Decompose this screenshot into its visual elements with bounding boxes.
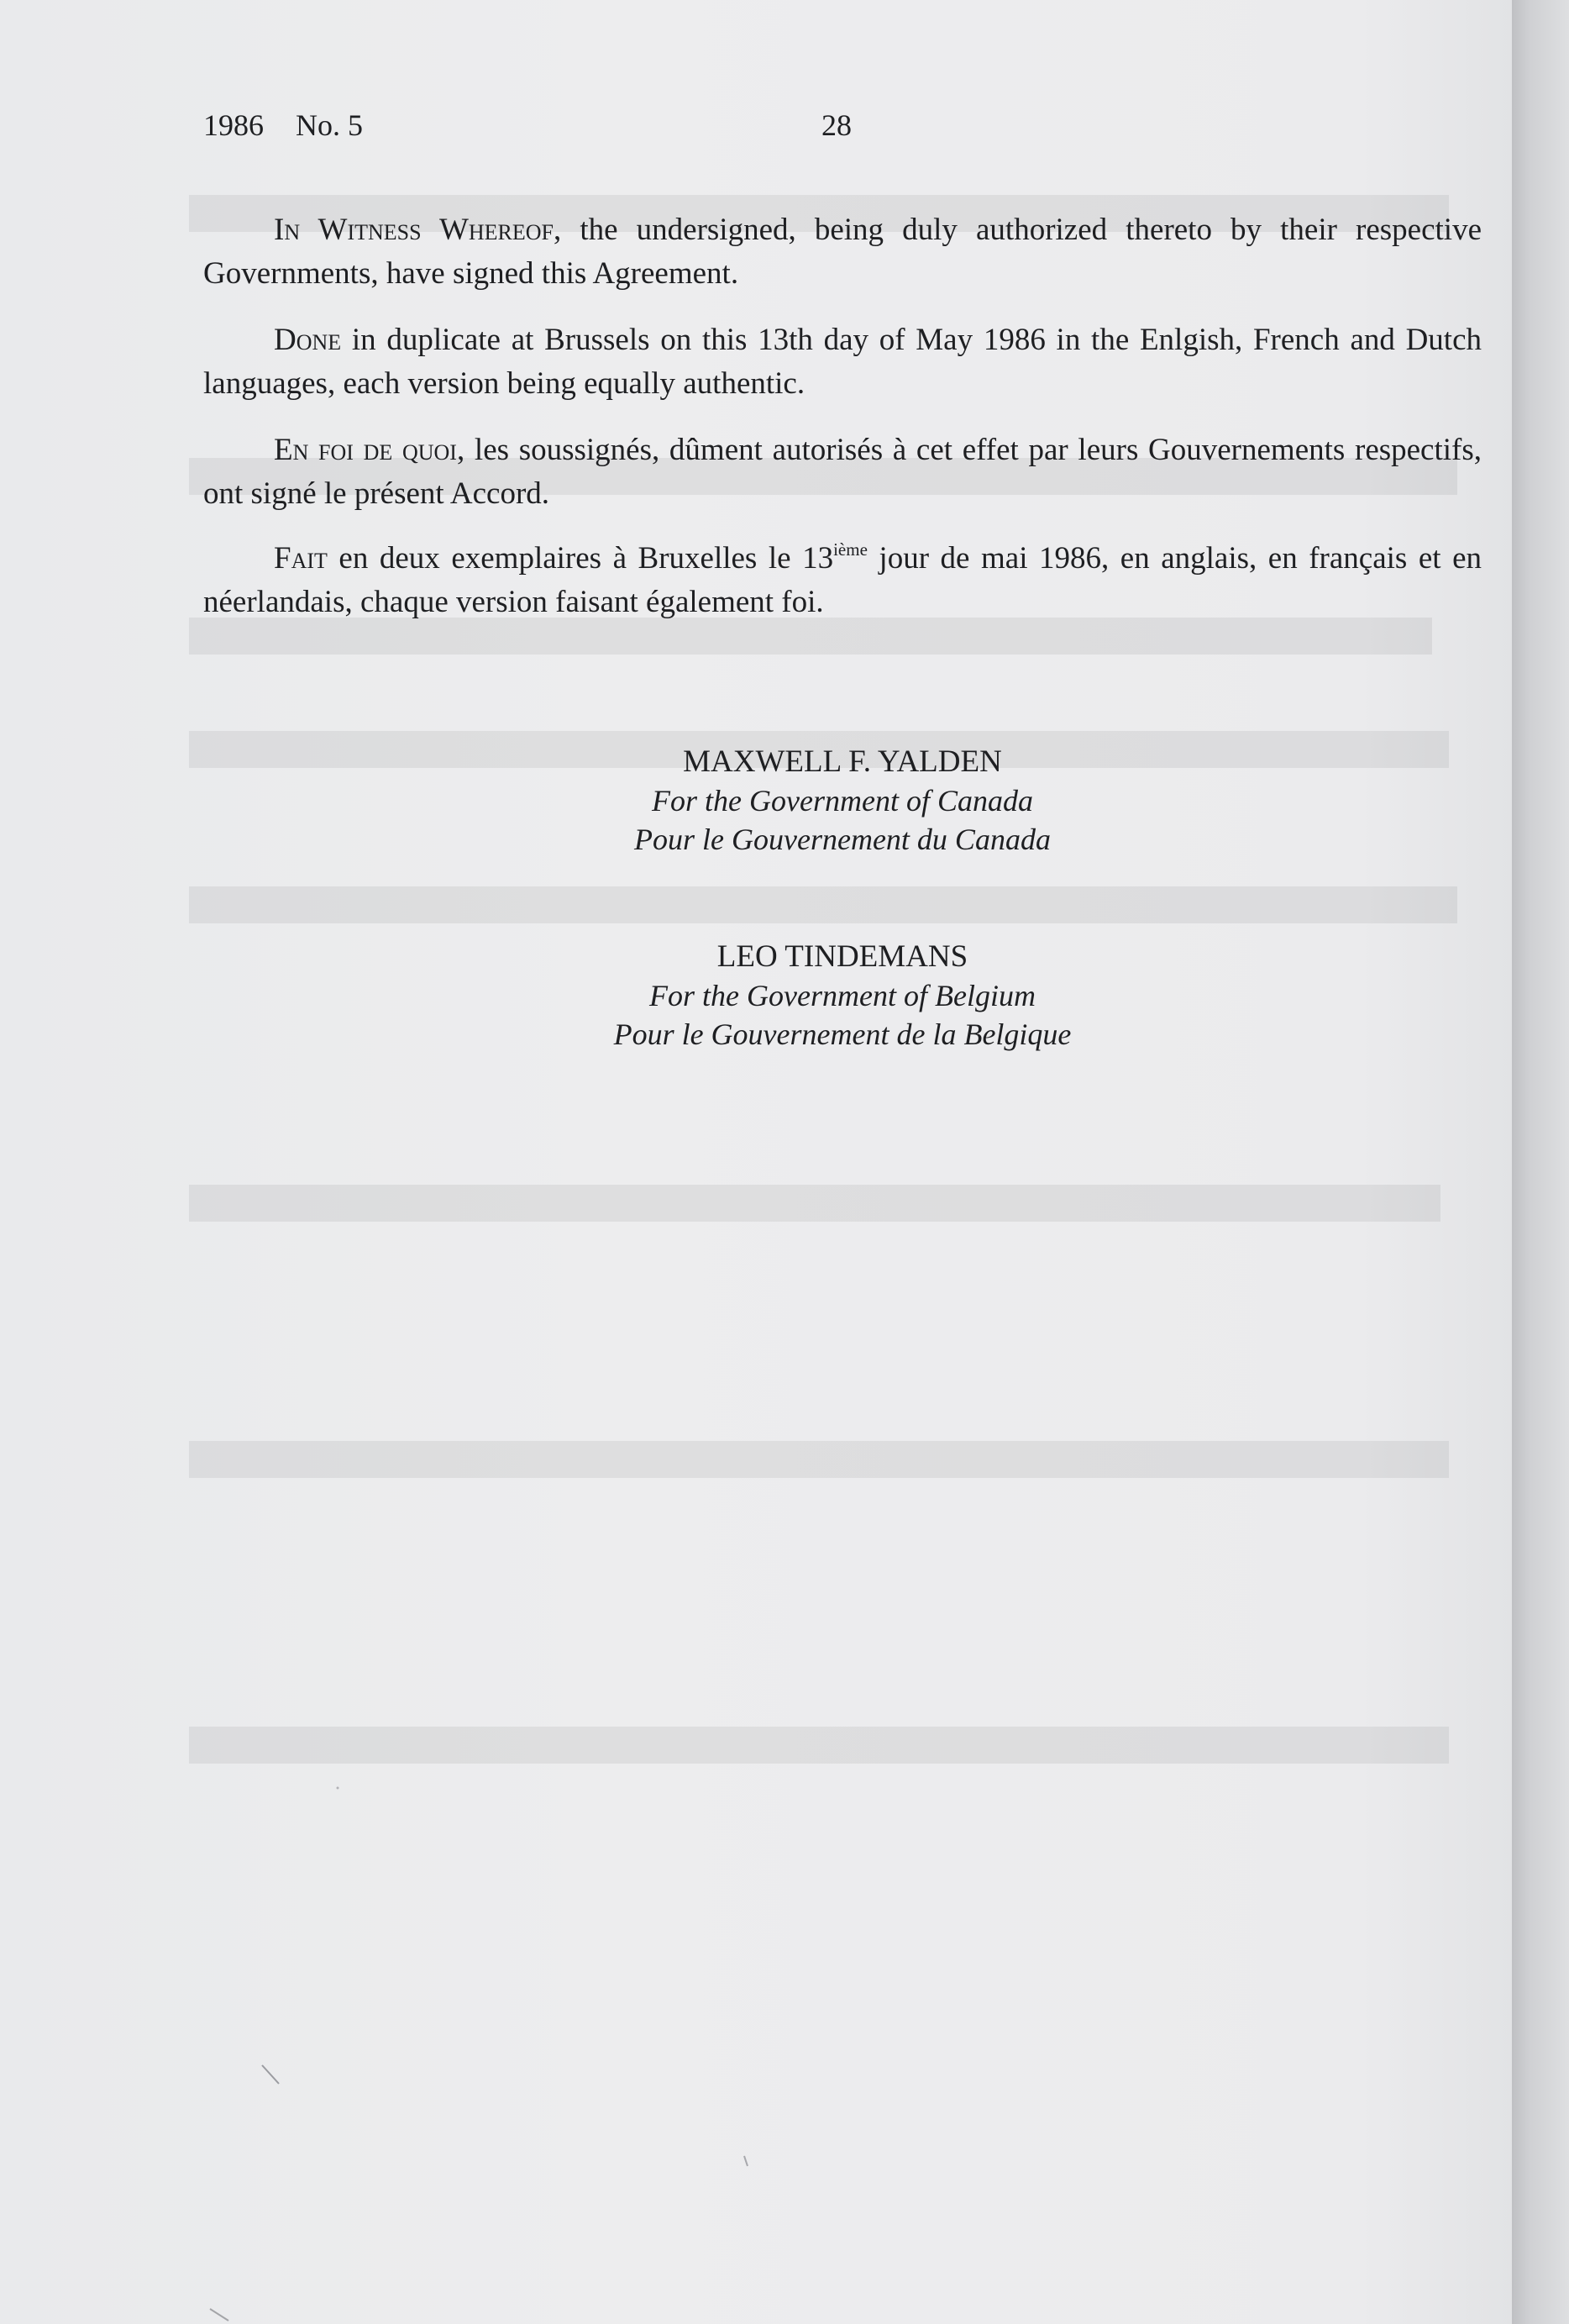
- signature-block-canada: [203, 743, 1482, 859]
- show-through-line: [189, 1185, 1440, 1222]
- paper-mark: [210, 2309, 228, 2321]
- signatory-role-fr: Pour le Gouvernement de la Belgique: [613, 1017, 1072, 1051]
- superscript-ordinal: ième: [833, 539, 868, 560]
- witness-paragraph-en: [203, 208, 1482, 296]
- paragraph-text: en deux exemplaires à Bruxelles le 13: [327, 541, 834, 576]
- paper-mark: [744, 2156, 748, 2166]
- signatory-role-fr: Pour le Gouvernement du Canada: [634, 823, 1051, 856]
- show-through-line: [189, 886, 1457, 923]
- paper-mark: [337, 1787, 339, 1790]
- show-through-line: [189, 1727, 1449, 1764]
- paragraph-text: jour de mai 1986, en anglais, en français et en néerlandais, chaque version faisant également foi.: [203, 541, 1482, 619]
- page-number: 28: [821, 108, 852, 142]
- done-paragraph-fr: [203, 537, 1482, 624]
- header-number: No. 5: [296, 108, 363, 142]
- signatory-role-en: For the Government of Canada: [652, 784, 1033, 818]
- paragraph-lead: En foi de quoi: [274, 433, 457, 467]
- page-gutter: [1512, 0, 1569, 2324]
- paragraph-lead: In Witness Whereof: [274, 213, 554, 247]
- paragraph-text: , les soussignés, dûment autorisés à cet effet par leurs Gouvernements respectifs, ont signé le présent Accord.: [203, 433, 1482, 511]
- signatory-name: LEO TINDEMANS: [716, 939, 968, 974]
- paper-mark: [262, 2065, 279, 2084]
- paragraph-text: in duplicate at Brussels on this 13th day of May 1986 in the Enlgish, French and Dutch languages, each version being equally authentic.: [203, 323, 1482, 401]
- header-year: 1986: [203, 108, 264, 142]
- paragraph-text: , the undersigned, being duly authorized thereto by their respective Governments, have signed this Agreement.: [203, 213, 1482, 291]
- paragraph-lead: Done: [274, 323, 342, 357]
- signatory-role-en: For the Government of Belgium: [649, 979, 1036, 1012]
- witness-paragraph-fr: [203, 429, 1482, 516]
- paragraph-lead: Fait: [274, 541, 328, 576]
- done-paragraph-en: [203, 318, 1482, 406]
- show-through-line: [189, 1441, 1449, 1478]
- signatory-name: MAXWELL F. YALDEN: [683, 744, 1002, 779]
- signature-block-belgium: [203, 938, 1482, 1054]
